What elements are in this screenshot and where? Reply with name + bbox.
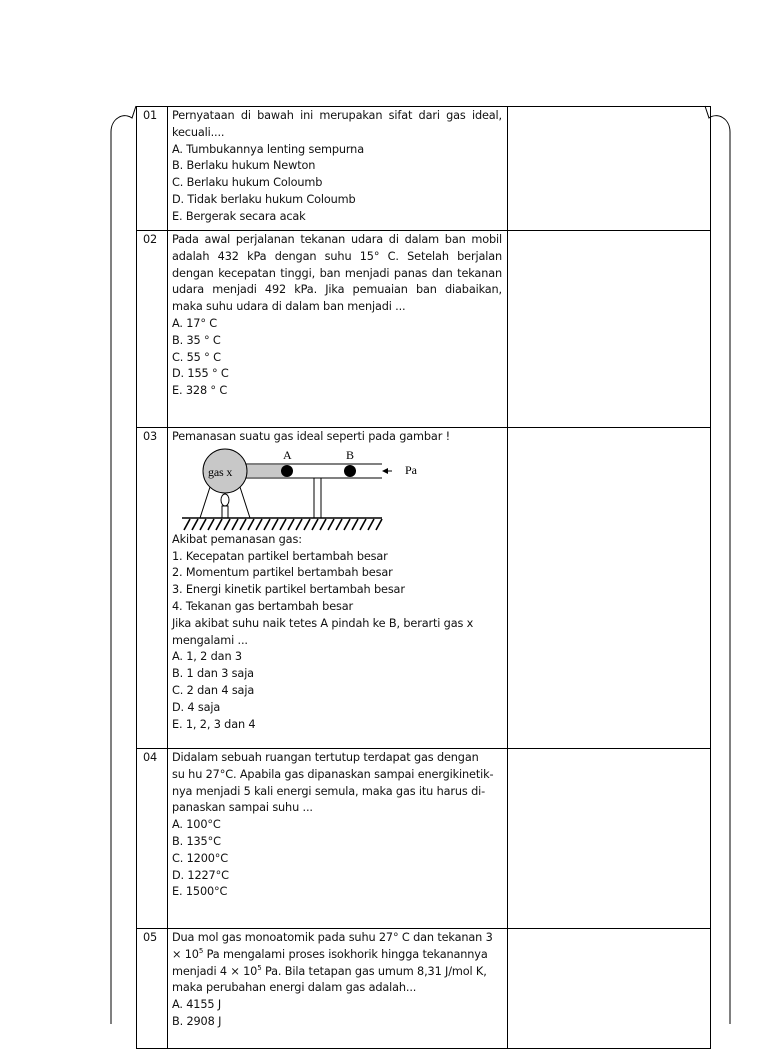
- bulb-label: gas x: [208, 464, 233, 479]
- option-e: E. 1, 2, 3 dan 4: [172, 717, 256, 731]
- text-part: menjadi 4 × 10: [172, 964, 258, 978]
- question-line: Dua mol gas monoatomik pada suhu 27° C dan tekanan 3: [172, 931, 493, 944]
- option-b: B. 1 dan 3 saja: [172, 667, 254, 681]
- option-e: E. 328 ° C: [172, 384, 228, 398]
- label-b: B: [346, 447, 354, 462]
- effect-item: 1. Kecepatan partikel bertambah besar: [172, 549, 388, 563]
- question-number: 02: [137, 231, 168, 428]
- option-b: B. 35 ° C: [172, 333, 221, 347]
- question-number: 05: [137, 929, 168, 1049]
- text-part: Pa mengalami proses isokhorik hingga tekanannya: [203, 947, 488, 961]
- option-c: C. 55 ° C: [172, 350, 221, 364]
- question-number: 01: [137, 107, 168, 231]
- option-e: E. Bergerak secara acak: [172, 209, 306, 223]
- option-b: B. 135°C: [172, 834, 221, 848]
- option-a: A. 4155 J: [172, 998, 222, 1012]
- exponent: 5: [257, 963, 262, 972]
- option-a: A. 100°C: [172, 818, 221, 832]
- option-e: E. 1500°C: [172, 885, 228, 899]
- question-line: nya menjadi 5 kali energi semula, maka gas itu harus di-: [172, 784, 486, 798]
- option-d: D. 155 ° C: [172, 367, 229, 381]
- option-b: B. Berlaku hukum Newton: [172, 159, 316, 173]
- option-d: D. Tidak berlaku hukum Coloumb: [172, 192, 356, 206]
- question-text: Pernyataan di bawah ini merupakan sifat dari gas ideal, kecuali....: [172, 109, 502, 139]
- option-a: A. 1, 2 dan 3: [172, 650, 242, 664]
- question-number: 03: [137, 428, 168, 749]
- followup-text: Jika akibat suhu naik tetes A pindah ke B, berarti gas x mengalami ...: [172, 616, 474, 647]
- option-c: C. 2 dan 4 saja: [172, 683, 255, 697]
- option-c: C. Berlaku hukum Coloumb: [172, 176, 323, 190]
- effect-item: 4. Tekanan gas bertambah besar: [172, 599, 354, 613]
- option-a: A. 17° C: [172, 316, 218, 330]
- option-a: A. Tumbukannya lenting sempurna: [172, 142, 364, 156]
- pressure-label: Pa: [405, 463, 417, 477]
- question-line: maka perubahan energi dalam gas adalah...: [172, 981, 417, 995]
- question-text: Pada awal perjalanan tekanan udara di dalam ban mobil adalah 432 kPa dengan suhu 15° C. Setelah berjalan dengan kecepatan tinggi, ban menjadi panas dan tekanan udara menjadi 492 kPa. Jika pemuaian ban diabaikan, maka suhu udara di dalam ban menjadi ...: [172, 233, 502, 314]
- question-line: Didalam sebuah ruangan tertutup terdapat gas dengan: [172, 751, 479, 764]
- question-text: Pemanasan suatu gas ideal seperti pada gambar !: [172, 430, 451, 443]
- label-a: A: [283, 447, 292, 462]
- option-d: D. 4 saja: [172, 700, 221, 714]
- option-d: D. 1227°C: [172, 868, 229, 882]
- effects-title: Akibat pemanasan gas:: [172, 532, 302, 546]
- question-number: 04: [137, 749, 168, 929]
- text-part: Pa. Bila tetapan gas umum 8,31 J/mol K,: [261, 964, 487, 978]
- exponent: 5: [198, 946, 204, 955]
- question-line: panaskan sampai suhu ...: [172, 801, 313, 815]
- option-c: C. 1200°C: [172, 851, 229, 865]
- question-line: su hu 27°C. Apabila gas dipanaskan sampai energikinetik-: [172, 767, 494, 781]
- effect-item: 2. Momentum partikel bertambah besar: [172, 566, 393, 580]
- effect-item: 3. Energi kinetik partikel bertambah besar: [172, 583, 405, 597]
- text-part: × 10: [172, 947, 199, 961]
- option-b: B. 2908 J: [172, 1014, 222, 1028]
